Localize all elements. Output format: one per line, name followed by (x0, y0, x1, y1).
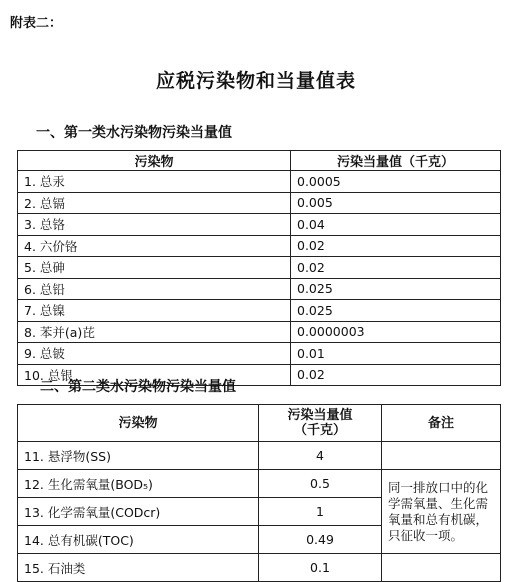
pollutant-name: 2. 总镉 (18, 192, 291, 214)
equivalent-value: 0.49 (259, 526, 382, 554)
equivalent-value: 0.5 (259, 470, 382, 498)
table-row (18, 470, 501, 498)
class1-pollutant-table (17, 150, 501, 386)
pollutant-name: 10. 总银 (18, 364, 291, 386)
pollutant-name: 7. 总镍 (18, 300, 291, 322)
table-row (18, 442, 501, 470)
table-row (18, 343, 501, 365)
table-row (18, 278, 501, 300)
pollutant-name: 5. 总砷 (18, 257, 291, 279)
pollutant-name: 9. 总铍 (18, 343, 291, 365)
table-row (18, 257, 501, 279)
table-row (18, 192, 501, 214)
equivalent-value: 0.0000003 (291, 321, 501, 343)
table-row (18, 554, 501, 582)
table-row (18, 300, 501, 322)
pollutant-name: 11. 悬浮物(SS) (18, 442, 259, 470)
header-equivalent-value (259, 405, 382, 442)
equivalent-value: 0.1 (259, 554, 382, 582)
table-row (18, 214, 501, 236)
equivalent-value: 0.02 (291, 257, 501, 279)
equivalent-value: 0.02 (291, 364, 501, 386)
header-pollutant: 污染物 (18, 151, 291, 171)
table-header-row (18, 151, 501, 171)
table-row (18, 235, 501, 257)
table-row (18, 171, 501, 193)
appendix-label: 附表二： (10, 16, 63, 31)
equivalent-value: 0.005 (291, 192, 501, 214)
pollutant-name: 1. 总汞 (18, 171, 291, 193)
pollutant-name: 14. 总有机碳(TOC) (18, 526, 259, 554)
pollutant-name: 13. 化学需氧量(CODcr) (18, 498, 259, 526)
pollutant-name: 3. 总铬 (18, 214, 291, 236)
header-equivalent-value: 污染当量值（千克） (291, 151, 501, 171)
header-equivalent-value-text: 污染当量值（千克） (287, 408, 353, 438)
pollutant-name: 8. 苯并(a)芘 (18, 321, 291, 343)
pollutant-name: 6. 总铅 (18, 278, 291, 300)
pollutant-name: 4. 六价铬 (18, 235, 291, 257)
section2-heading: 二、第二类水污染物污染当量值 (40, 379, 236, 395)
class2-pollutant-table (17, 404, 501, 582)
remark-note: 同一排放口中的化学需氧量、生化需氧量和总有机碳，只征收一项。 (382, 470, 501, 554)
equivalent-value: 4 (259, 442, 382, 470)
remark-cell-empty (382, 554, 501, 582)
equivalent-value: 0.0005 (291, 171, 501, 193)
header-pollutant: 污染物 (18, 405, 259, 442)
equivalent-value: 0.01 (291, 343, 501, 365)
remark-cell-empty (382, 442, 501, 470)
equivalent-value: 0.04 (291, 214, 501, 236)
pollutant-name: 12. 生化需氧量(BOD₅) (18, 470, 259, 498)
header-remark: 备注 (382, 405, 501, 442)
equivalent-value: 0.025 (291, 278, 501, 300)
equivalent-value: 0.02 (291, 235, 501, 257)
equivalent-value: 1 (259, 498, 382, 526)
pollutant-name: 15. 石油类 (18, 554, 259, 582)
table-row (18, 321, 501, 343)
equivalent-value: 0.025 (291, 300, 501, 322)
table-header-row (18, 405, 501, 442)
document-title: 应税污染物和当量值表 (155, 70, 356, 92)
section1-heading: 一、第一类水污染物污染当量值 (36, 125, 232, 141)
